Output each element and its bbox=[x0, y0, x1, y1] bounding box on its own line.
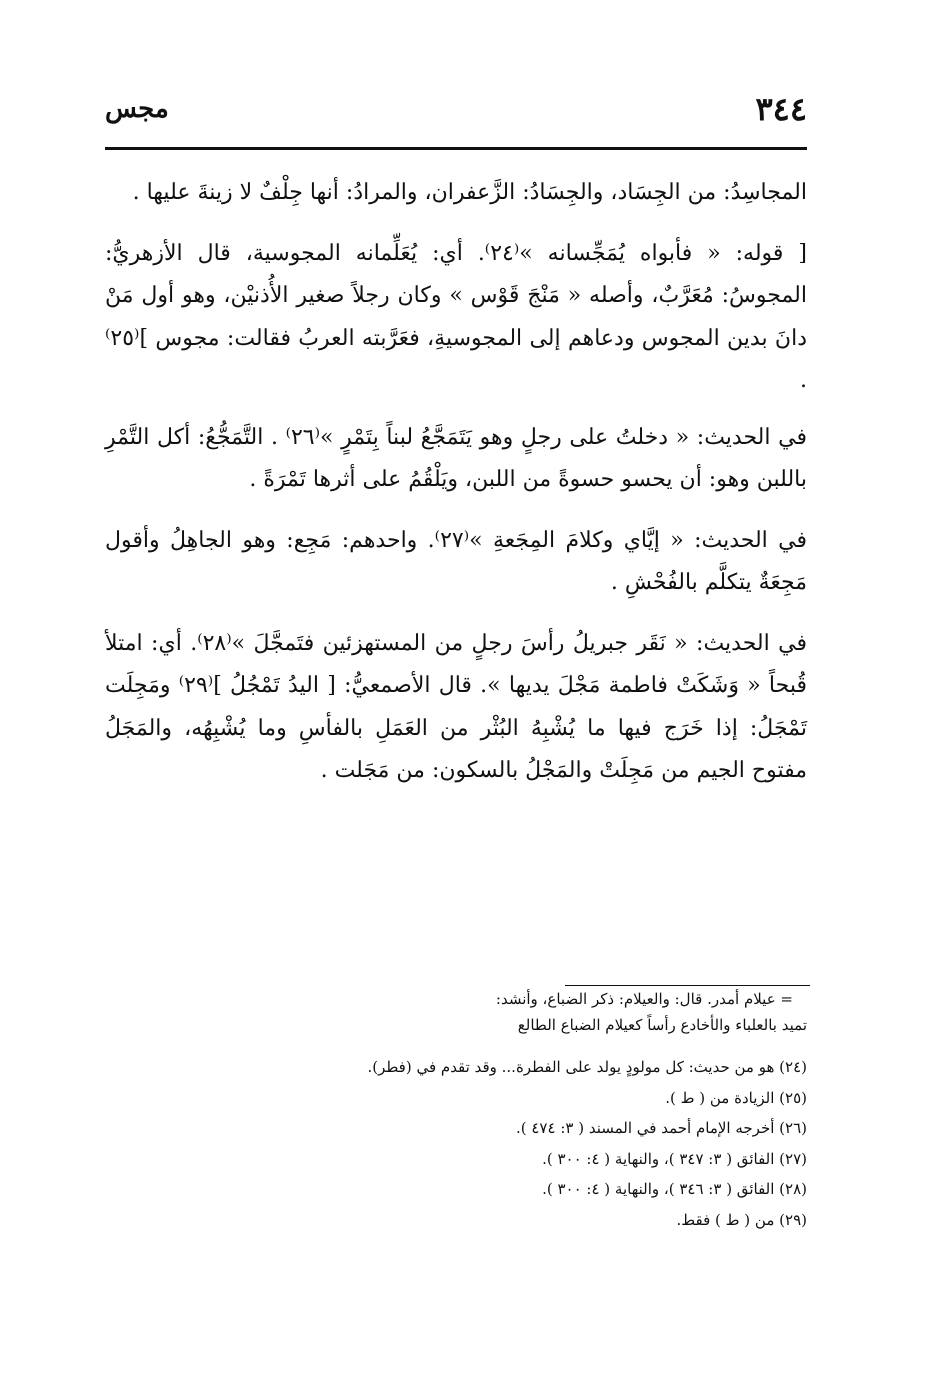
header-rule bbox=[105, 147, 807, 150]
page-number: ٣٤٤ bbox=[755, 90, 807, 128]
footnote-item: (٢٤) هو من حديث: كل مولودٍ يولد على الفطرة... وقد تقدم في (فطر). bbox=[367, 1058, 807, 1076]
footnote-verse: تميد بالعلباء والأخادع رأساً كعيلام الضباع الطالع bbox=[517, 1016, 807, 1034]
paragraph: في الحديث: « دخلتُ على رجلٍ وهو يَتَمَجَّعُ لبناً بِتَمْرٍ »⁽٢٦⁾ . التَّمَجُّعُ: أكل التَّمْرِ باللبن وهو: أن يحسو حسوةً من اللبن، ويَلْقُمُ على أثرها تَمْرَةً . bbox=[105, 424, 807, 492]
page-header bbox=[105, 88, 807, 138]
paragraph: في الحديث: « نَقَر جبريلُ رأسَ رجلٍ من المستهزئين فتَمجَّلَ »⁽٢٨⁾. أي: امتلأ قُبحاً « وَشَكَتْ فاطمة مَجْلَ يديها ». قال الأصمعيُّ: [ اليدُ تَمْجُلُ ]⁽٢٩⁾ ومَجِلَت تَمْجَلُ: إذا خَرَج فيها ما يُشْبِهُ البُثْر من العَمَلِ بالفأسِ وما يُشْبِهُه، والمَجَلُ مفتوح الجيم من مَجِلَتْ والمَجْلُ بالسكون: من مَجَلت . bbox=[105, 630, 807, 783]
footnote-item: (٢٦) أخرجه الإمام أحمد في المسند ( ٣: ٤٧٤ ). bbox=[515, 1119, 807, 1137]
footnote-item: (٢٨) الفائق ( ٣: ٣٤٦ )، والنهاية ( ٤: ٣٠٠ ). bbox=[542, 1180, 807, 1198]
footnote-item: (٢٥) الزيادة من ( ط ). bbox=[665, 1088, 807, 1107]
running-title: مجس bbox=[105, 94, 169, 124]
footnote-continuation: = عيلام أمدر. قال: والعيلام: ذكر الضباع، وأنشد: bbox=[495, 990, 793, 1008]
footnote-item: (٢٧) الفائق ( ٣: ٣٤٧ )، والنهاية ( ٤: ٣٠٠ ). bbox=[542, 1149, 807, 1168]
footnotes bbox=[105, 988, 807, 1235]
paragraph: في الحديث: « إيَّاي وكلامَ المِجَعةِ »⁽٢٧⁾. واحدهم: مَجِع: وهو الجاهِلُ وأقول مَجِعَةٌ يتكلَّم بالفُحْشِ . bbox=[105, 527, 807, 595]
paragraph: [ قوله: « فأبواه يُمَجِّسانه »⁽٢٤⁾. أي: يُعَلِّمانه المجوسية، قال الأزهريُّ: المجوسُ: مُعَرَّبٌ، وأصله « مَنْجَ قَوْس » وكان رجلاً صغير الأُذنيْن، وهو أول مَنْ دانَ بدين المجوس ودعاهم إلى المجوسيةِ، فعَرَّبته العربُ فقالت: مجوس ]⁽٢٥⁾ . bbox=[105, 240, 807, 393]
main-text bbox=[105, 172, 807, 811]
paragraph: المجاسِدُ: من الجِسَاد، والجِسَادُ: الزَّعفران، والمرادُ: أنها جِلْفٌ لا زينةَ عليها . bbox=[132, 180, 807, 205]
footnote-rule bbox=[565, 985, 810, 986]
footnote-item: (٢٩) من ( ط ) فقط. bbox=[676, 1210, 807, 1229]
